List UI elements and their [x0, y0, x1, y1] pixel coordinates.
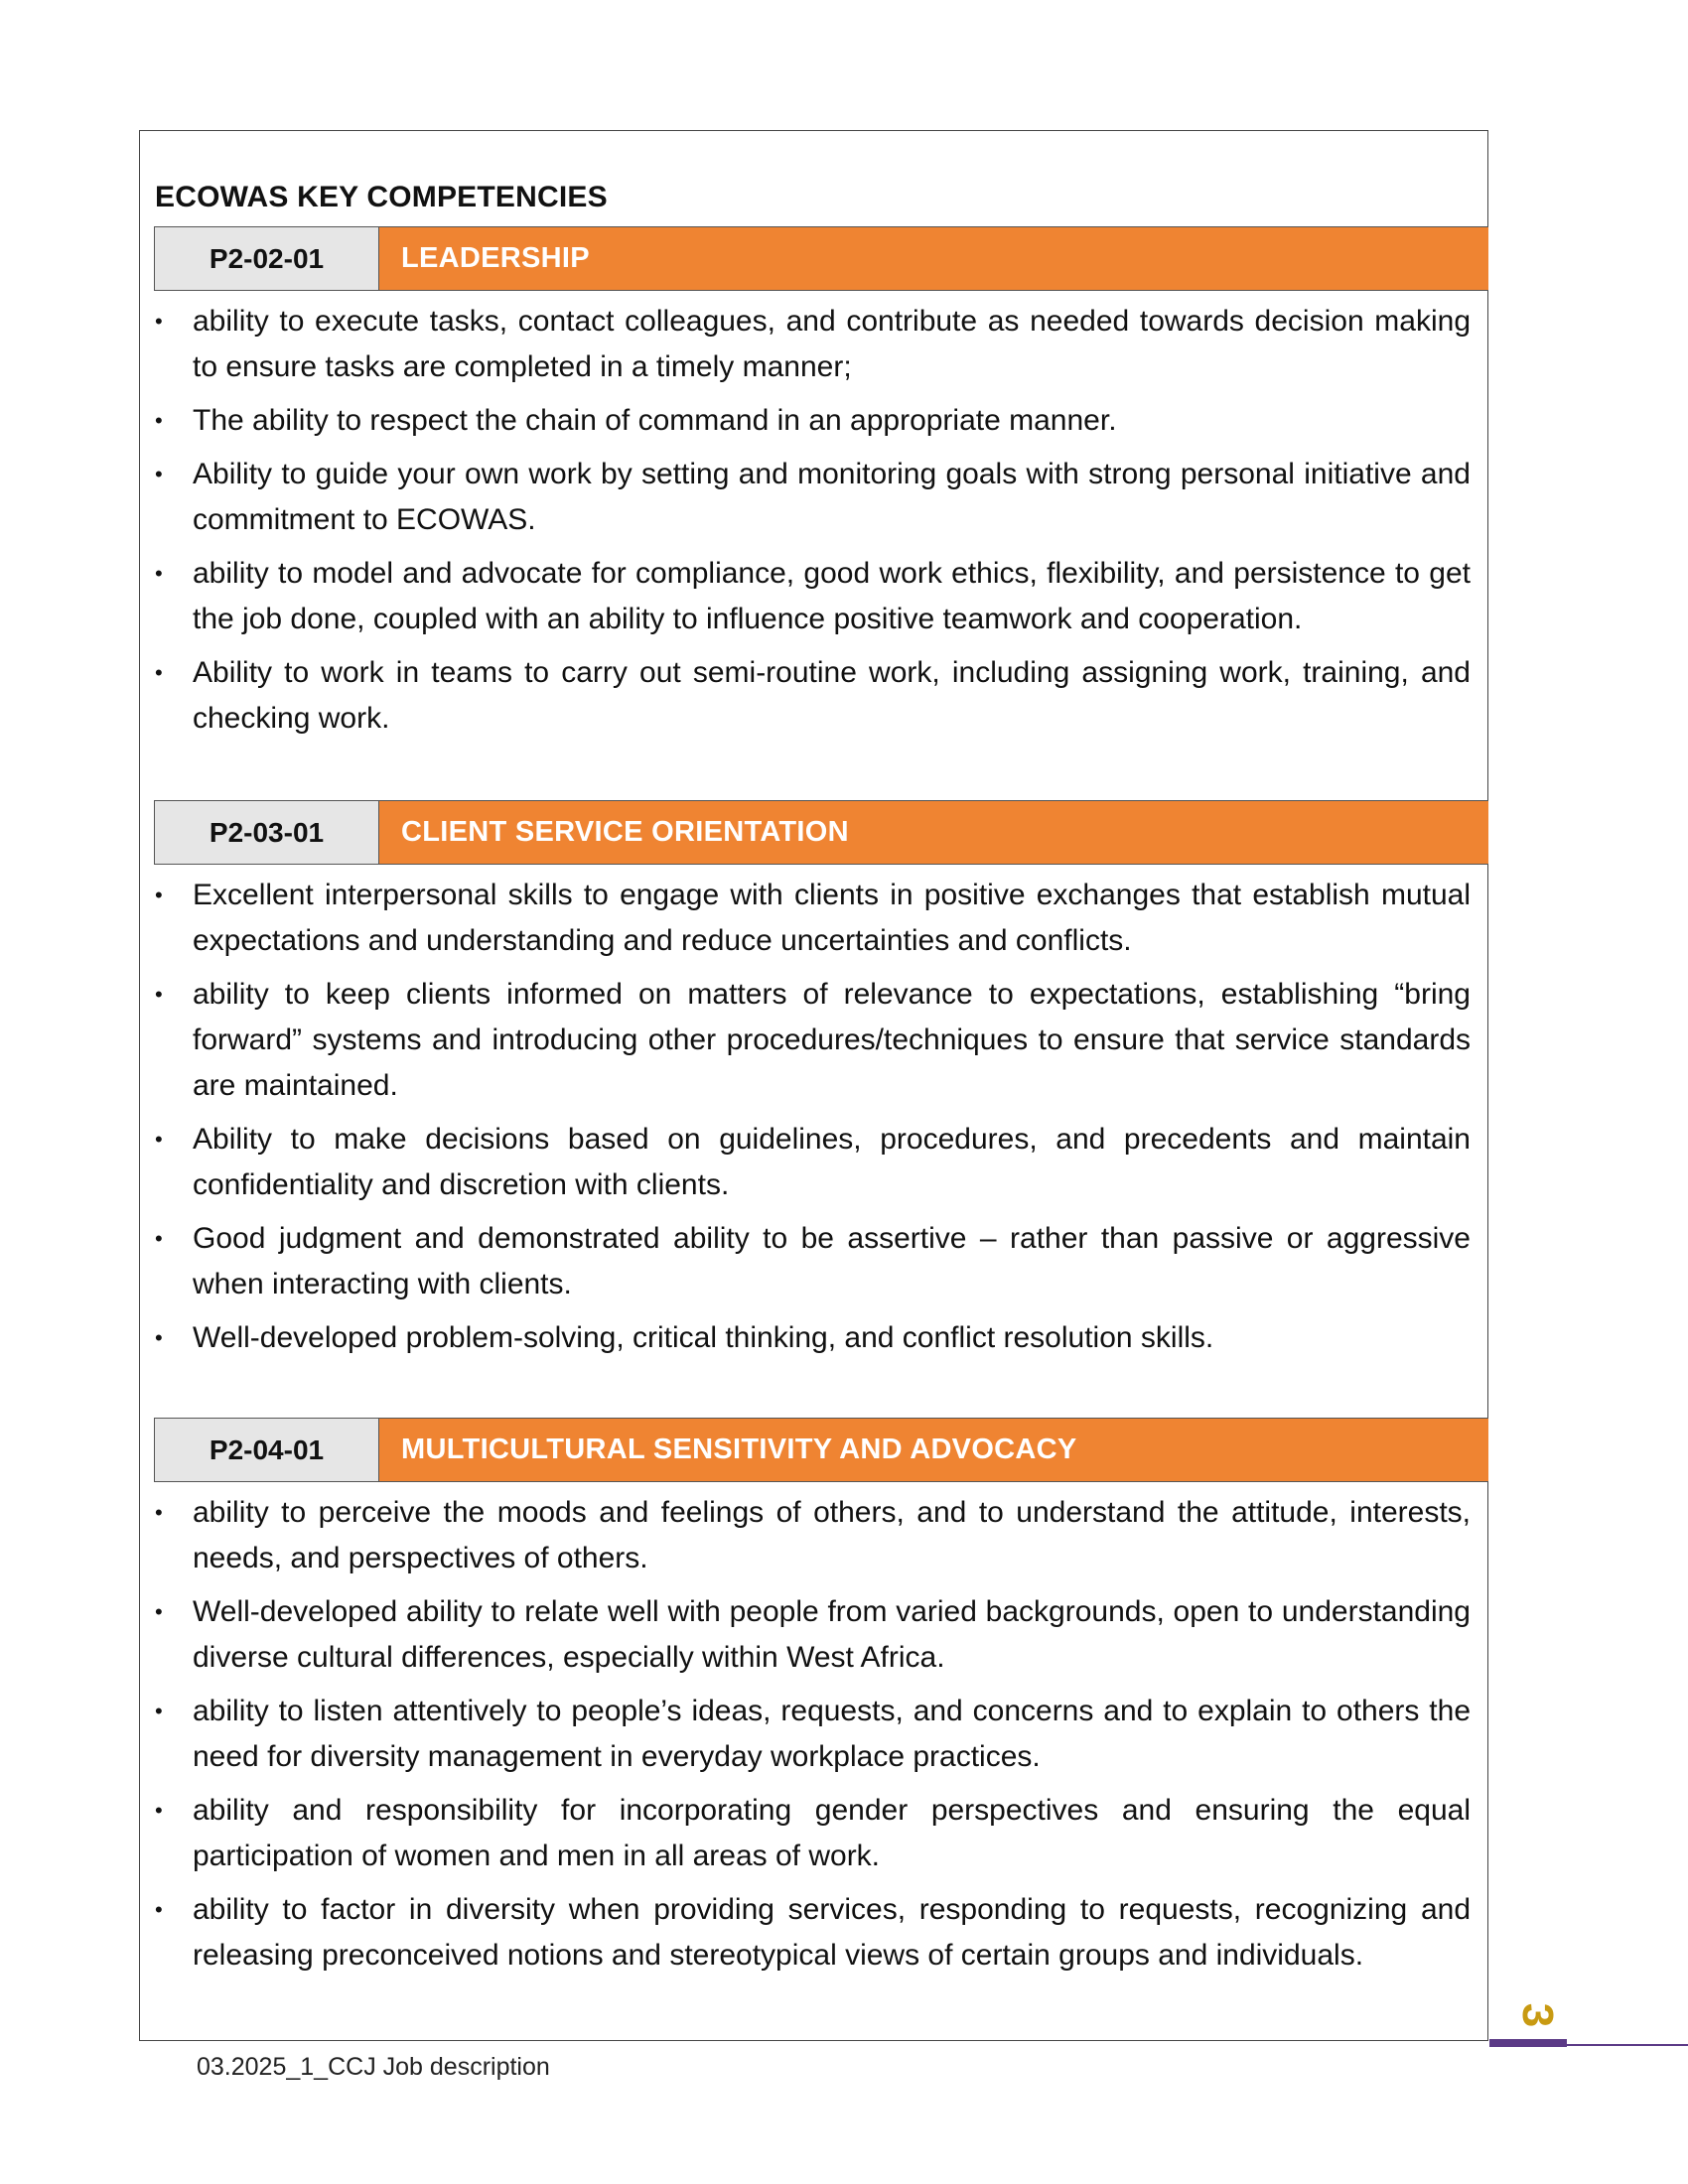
list-item: • Well-developed ability to relate well with people from varied backgrounds, open to understanding diverse cultural differences, especially within West Africa.	[155, 1589, 1471, 1681]
section-title: LEADERSHIP	[379, 227, 1488, 290]
bullet-icon: •	[155, 1127, 163, 1152]
list-item: • ability to listen attentively to people’s ideas, requests, and concerns and to explain to others the need for diversity management in everyday workplace practices.	[155, 1689, 1471, 1780]
list-item: • Ability to work in teams to carry out semi-routine work, including assigning work, training, and checking work.	[155, 650, 1471, 742]
bullet-icon: •	[155, 561, 163, 586]
footer-text: 03.2025_1_CCJ Job description	[197, 2053, 550, 2081]
client-service-list	[155, 873, 1471, 1369]
bullet-icon: •	[155, 1226, 163, 1251]
page-number: 3	[1513, 2002, 1562, 2028]
multicultural-list	[155, 1490, 1471, 1986]
section-code: P2-02-01	[154, 227, 379, 290]
list-item: • ability and responsibility for incorporating gender perspectives and ensuring the equal participation of women and men in all areas of work.	[155, 1788, 1471, 1879]
bullet-icon: •	[155, 462, 163, 486]
page-accent-bar	[1489, 2039, 1567, 2047]
bullet-icon: •	[155, 660, 163, 685]
bullet-icon: •	[155, 883, 163, 907]
section-title: MULTICULTURAL SENSITIVITY AND ADVOCACY	[379, 1419, 1488, 1481]
list-item: • ability to factor in diversity when providing services, responding to requests, recognizing and releasing preconceived notions and stereotypical views of certain groups and individuals.	[155, 1887, 1471, 1979]
bullet-icon: •	[155, 1325, 163, 1350]
bullet-icon: •	[155, 1699, 163, 1723]
list-item: • ability to execute tasks, contact colleagues, and contribute as needed towards decision making to ensure tasks are completed in a timely manner;	[155, 299, 1471, 390]
list-item: • ability to model and advocate for compliance, good work ethics, flexibility, and persistence to get the job done, coupled with an ability to influence positive teamwork and cooperation.	[155, 551, 1471, 642]
section-header-client-service	[154, 800, 1488, 865]
section-code: P2-03-01	[154, 801, 379, 864]
page-accent-line	[1567, 2044, 1688, 2046]
list-item: • ability to perceive the moods and feelings of others, and to understand the attitude, interests, needs, and perspectives of others.	[155, 1490, 1471, 1581]
section-title: CLIENT SERVICE ORIENTATION	[379, 801, 1488, 864]
section-code: P2-04-01	[154, 1419, 379, 1481]
bullet-icon: •	[155, 1798, 163, 1823]
bullet-icon: •	[155, 982, 163, 1007]
bullet-icon: •	[155, 309, 163, 334]
list-item: • Excellent interpersonal skills to engage with clients in positive exchanges that establish mutual expectations and understanding and reduce uncertainties and conflicts.	[155, 873, 1471, 964]
list-item: • ability to keep clients informed on matters of relevance to expectations, establishing “bring forward” systems and introducing other procedures/techniques to ensure that service standards are maintained.	[155, 972, 1471, 1109]
list-item: • Good judgment and demonstrated ability to be assertive – rather than passive or aggressive when interacting with clients.	[155, 1216, 1471, 1307]
page-heading: ECOWAS KEY COMPETENCIES	[155, 181, 608, 213]
list-item: • Ability to guide your own work by setting and monitoring goals with strong personal initiative and commitment to ECOWAS.	[155, 452, 1471, 543]
leadership-list	[155, 299, 1471, 750]
bullet-icon: •	[155, 408, 163, 433]
bullet-icon: •	[155, 1500, 163, 1525]
bullet-icon: •	[155, 1897, 163, 1922]
list-item: • Well-developed problem-solving, critical thinking, and conflict resolution skills.	[155, 1315, 1471, 1361]
list-item: • Ability to make decisions based on guidelines, procedures, and precedents and maintain confidentiality and discretion with clients.	[155, 1117, 1471, 1208]
section-header-leadership	[154, 226, 1488, 291]
list-item: • The ability to respect the chain of command in an appropriate manner.	[155, 398, 1471, 444]
section-header-multicultural	[154, 1418, 1488, 1482]
bullet-icon: •	[155, 1599, 163, 1624]
